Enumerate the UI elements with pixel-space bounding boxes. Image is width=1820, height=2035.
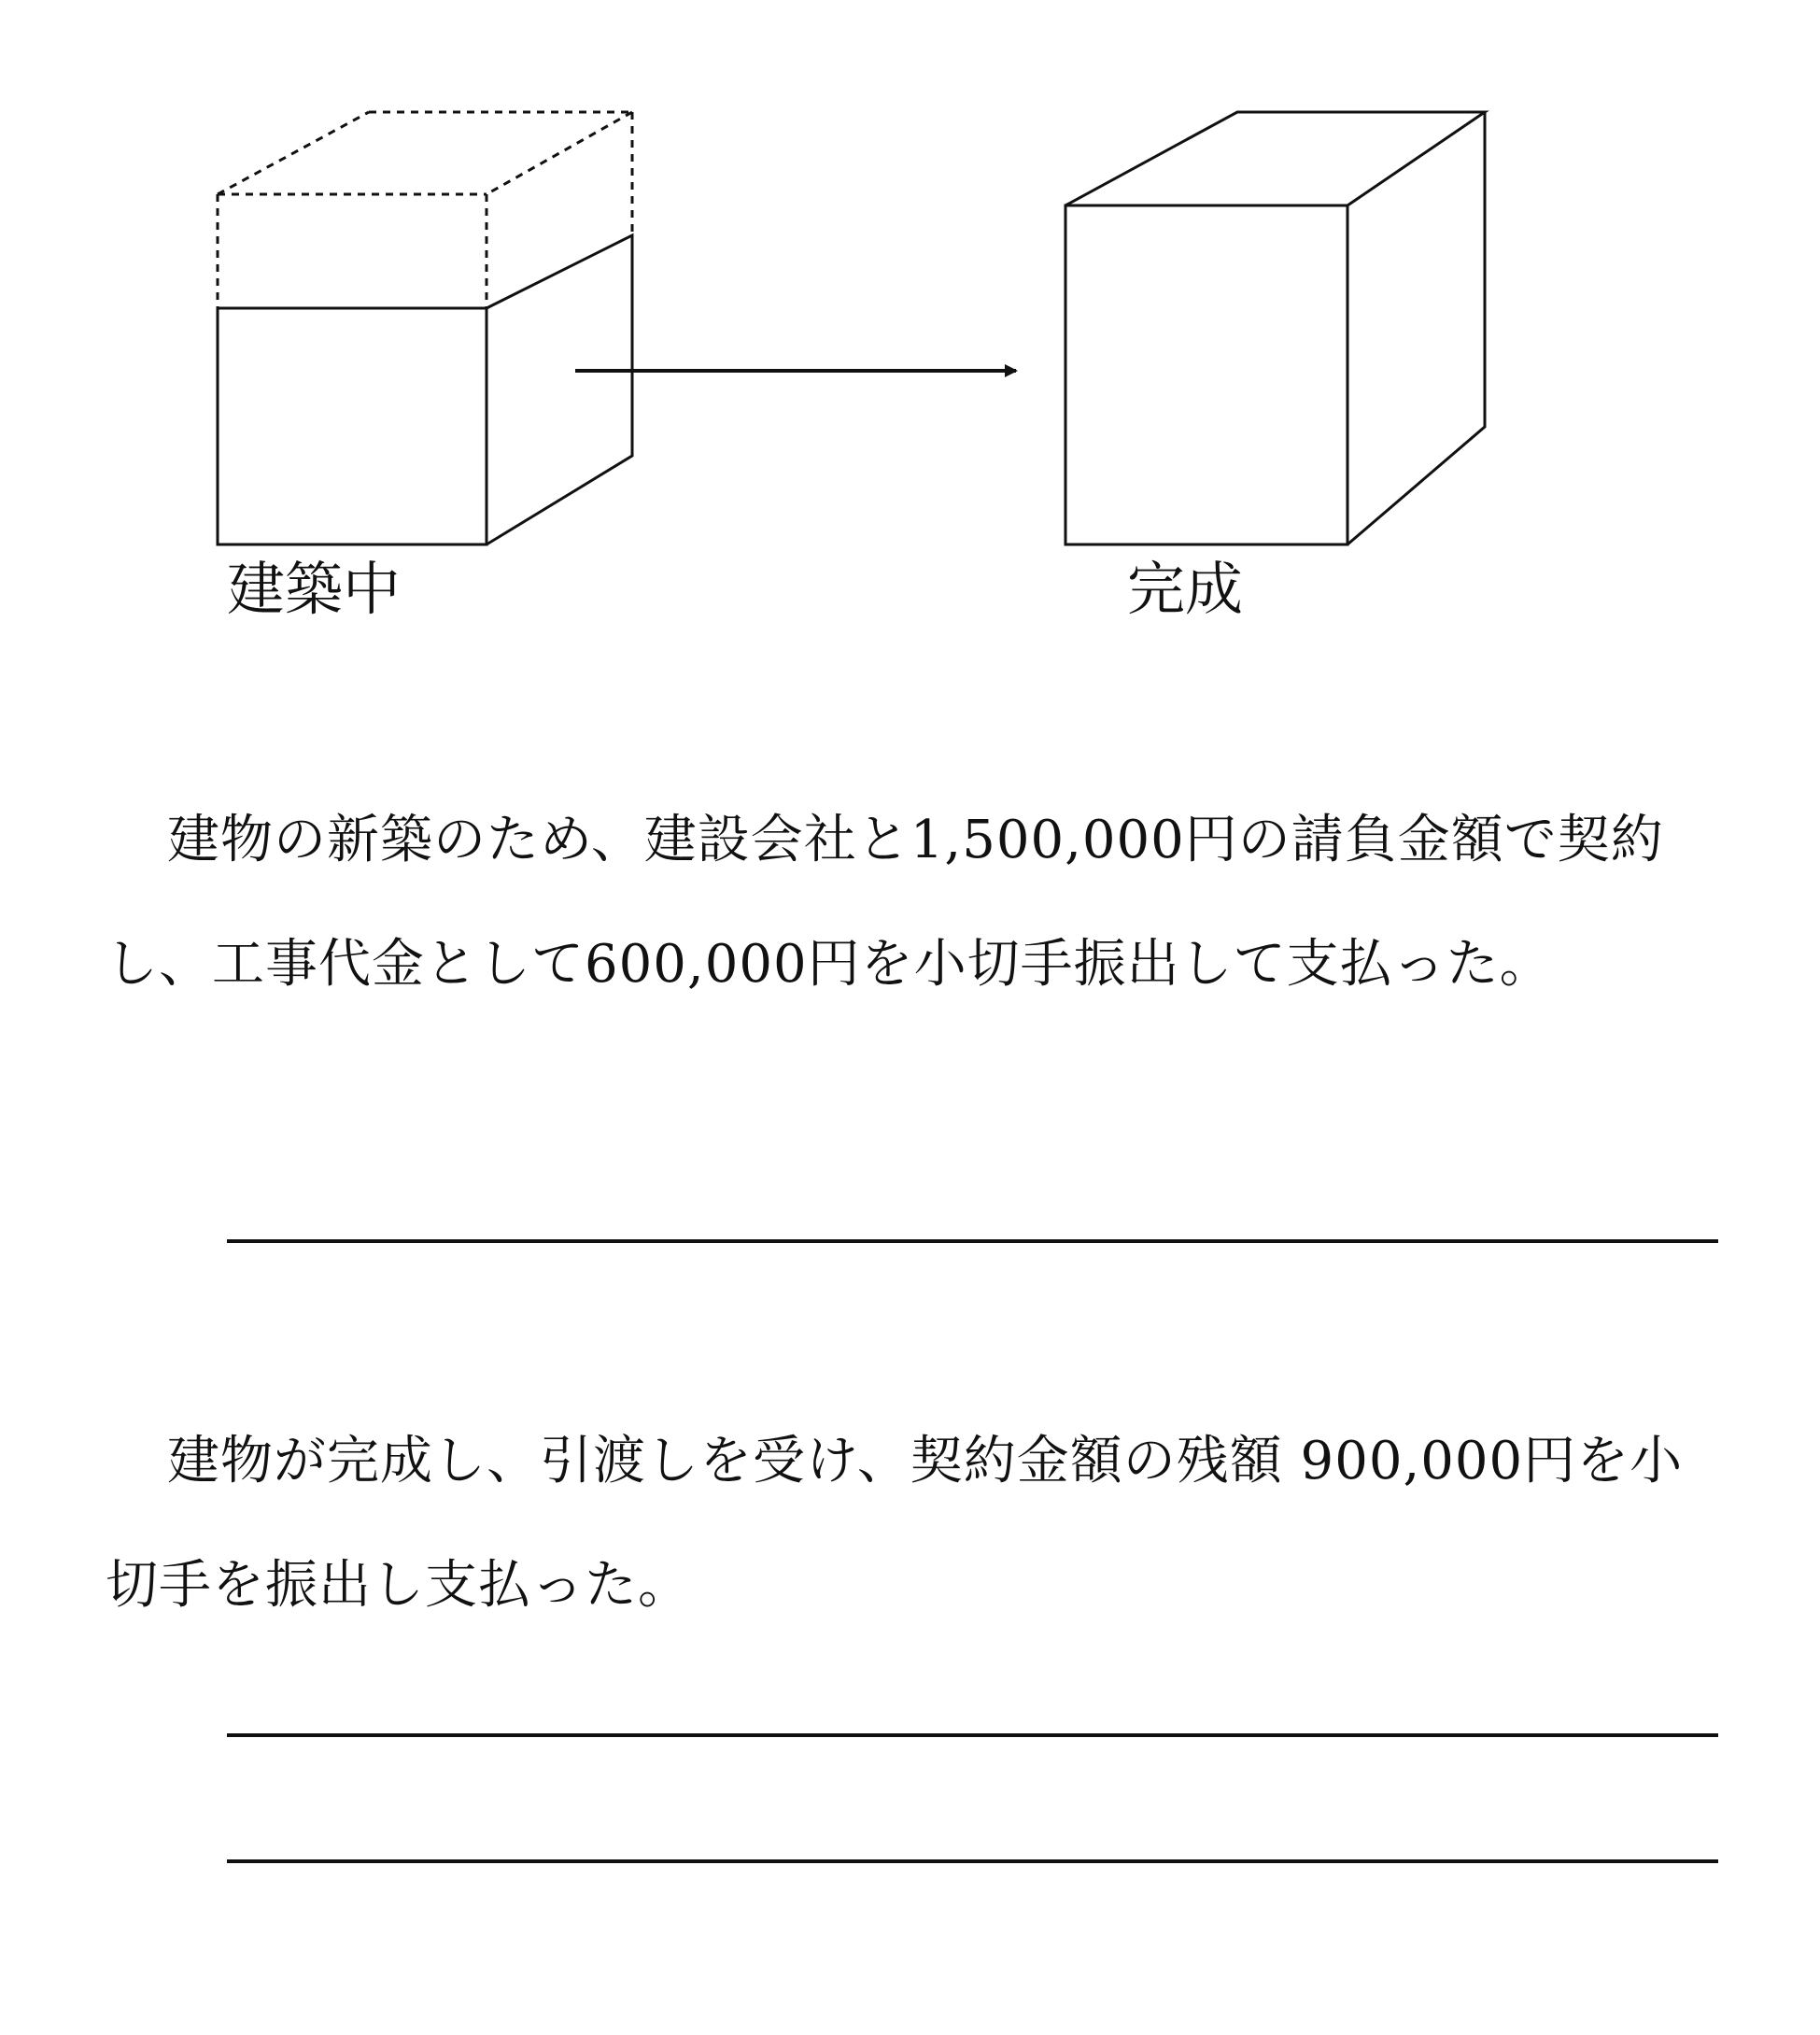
built-portion-outline — [218, 235, 632, 544]
unbuilt-portion-outline — [218, 112, 632, 308]
under-construction-building — [218, 112, 632, 544]
completed-label: 完成 — [1127, 555, 1244, 623]
construction-diagram — [0, 0, 1820, 672]
completed-building — [1065, 112, 1485, 544]
question-1-text: 建物の新築のため、建設会社と1,500,000円の請負金額で契約し、工事代金として600,000円を小切手振出して支払った。 — [106, 810, 1664, 995]
answer-line — [227, 1239, 1718, 1243]
answer-line — [227, 1733, 1718, 1737]
answer-line — [227, 1859, 1718, 1863]
under-construction-label: 建築中 — [227, 555, 402, 623]
question-2-text: 建物が完成し、引渡しを受け、契約金額の残額 900,000円を小切手を振出し支払った。 — [106, 1431, 1684, 1616]
